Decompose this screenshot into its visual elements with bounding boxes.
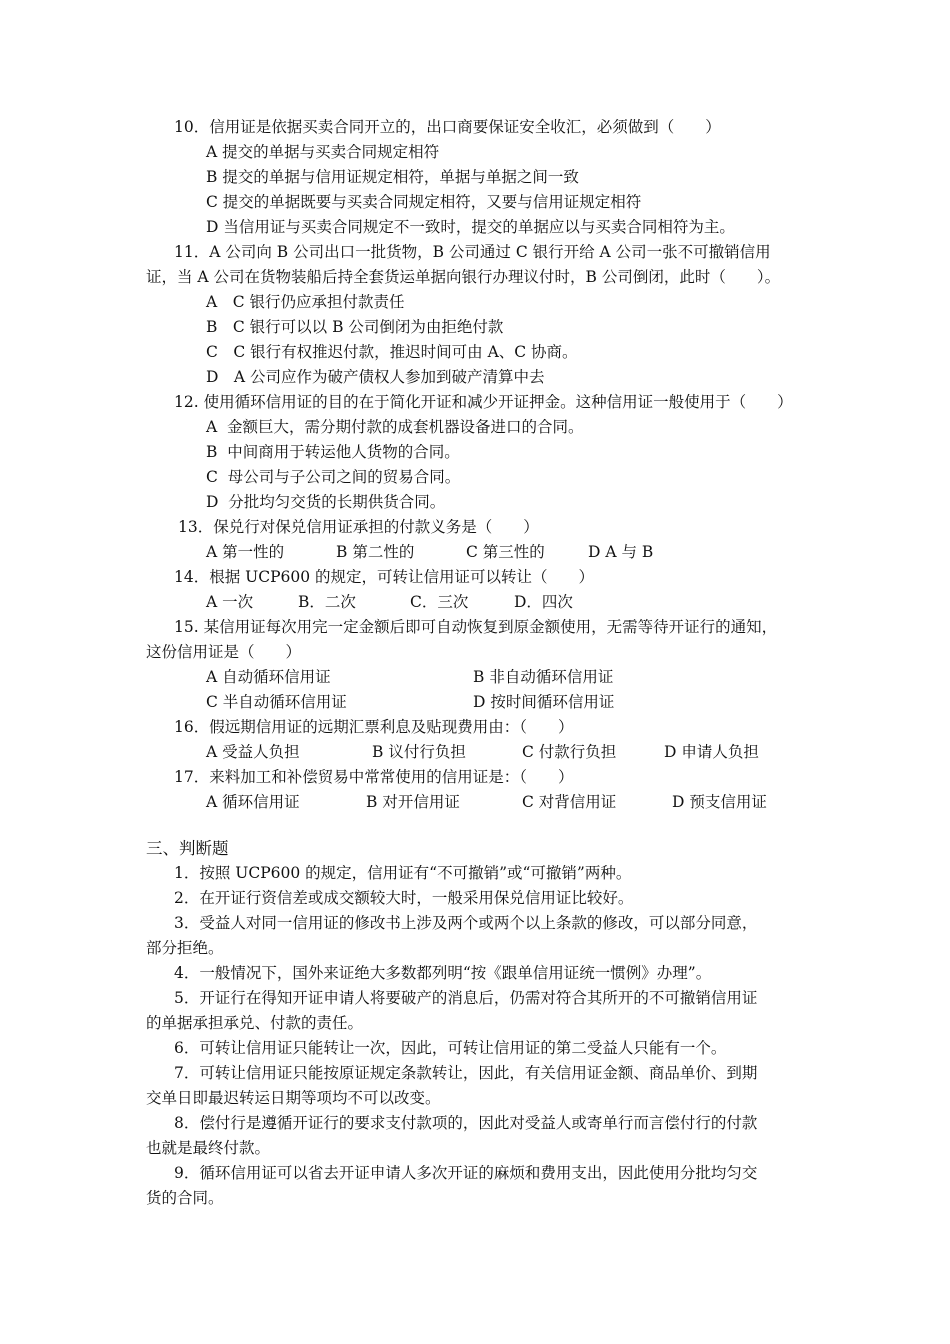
question-11-option-b: B C 银行可以以 B 公司倒闭为由拒绝付款 <box>206 318 504 336</box>
question-17-option-b: B 对开信用证 <box>366 793 460 811</box>
question-13-options <box>206 541 766 563</box>
question-16-option-b: B 议付行负担 <box>372 743 466 761</box>
question-16-stem: 16．假远期信用证的远期汇票利息及贴现费用由：（ ） <box>174 718 574 736</box>
section-heading: 三、判断题 <box>146 839 229 858</box>
question-13-option-b: B 第二性的 <box>336 543 415 561</box>
question-15-stem-line2: 这份信用证是（ ） <box>146 643 302 661</box>
question-11-option-d: D A 公司应作为破产债权人参加到破产清算中去 <box>206 368 545 386</box>
question-13-option-c: C 第三性的 <box>466 543 545 561</box>
judge-item-6: 6．可转让信用证只能转让一次，因此，可转让信用证的第二受益人只能有一个。 <box>174 1039 727 1057</box>
question-17-stem: 17．来料加工和补偿贸易中常常使用的信用证是：（ ） <box>174 768 574 786</box>
judge-item-5-line1: 5．开证行在得知开证申请人将要破产的消息后，仍需对符合其所开的不可撤销信用证 <box>174 989 758 1007</box>
question-16-options <box>206 741 786 763</box>
question-10-option-d: D 当信用证与买卖合同规定不一致时，提交的单据应以与买卖合同相符为主。 <box>206 218 735 236</box>
judge-item-8-line1: 8．偿付行是遵循开证行的要求支付款项的，因此对受益人或寄单行而言偿付行的付款 <box>174 1114 758 1132</box>
question-10-option-c: C 提交的单据既要与买卖合同规定相符，又要与信用证规定相符 <box>206 193 642 211</box>
question-12-option-b: B 中间商用于转运他人货物的合同。 <box>206 443 460 461</box>
question-11-stem-line2: 证，当 A 公司在货物装船后持全套货运单据向银行办理议付时，B 公司倒闭，此时（ ）。 <box>146 268 781 286</box>
question-17-option-d: D 预支信用证 <box>672 793 767 811</box>
question-14-option-d: D．四次 <box>514 593 573 611</box>
judge-item-9-line1: 9．循环信用证可以省去开证申请人多次开证的麻烦和费用支出，因此使用分批均匀交 <box>174 1164 758 1182</box>
question-14-option-c: C．三次 <box>410 593 469 611</box>
judge-item-3-line2: 部分拒绝。 <box>146 939 224 957</box>
question-11-option-c: C C 银行有权推迟付款，推迟时间可由 A、C 协商。 <box>206 343 578 361</box>
question-10-option-b: B 提交的单据与信用证规定相符，单据与单据之间一致 <box>206 168 579 186</box>
question-17-option-c: C 对背信用证 <box>522 793 617 811</box>
judge-item-7-line1: 7．可转让信用证只能按原证规定条款转让，因此，有关信用证金额、商品单价、到期 <box>174 1064 758 1082</box>
judge-item-2: 2．在开证行资信差或成交额较大时，一般采用保兑信用证比较好。 <box>174 889 634 907</box>
question-13-stem: 13．保兑行对保兑信用证承担的付款义务是（ ） <box>178 518 539 536</box>
question-12-stem: 12. 使用循环信用证的目的在于简化开证和减少开证押金。这种信用证一般使用于（ ） <box>174 393 793 411</box>
judge-item-3-line1: 3．受益人对同一信用证的修改书上涉及两个或两个以上条款的修改，可以部分同意， <box>174 914 758 932</box>
question-16-option-d: D 申请人负担 <box>664 743 759 761</box>
question-15-option-c: C 半自动循环信用证 <box>206 693 347 711</box>
judge-item-9-line2: 货的合同。 <box>146 1189 224 1207</box>
question-15-stem-line1: 15. 某信用证每次用完一定金额后即可自动恢复到原金额使用，无需等待开证行的通知， <box>174 618 778 636</box>
judge-item-5-line2: 的单据承担承兑、付款的责任。 <box>146 1014 364 1032</box>
question-13-option-a: A 第一性的 <box>206 543 285 561</box>
question-15-options-row2 <box>206 691 766 713</box>
question-15-option-a: A 自动循环信用证 <box>206 668 331 686</box>
question-16-option-c: C 付款行负担 <box>522 743 617 761</box>
question-10-stem: 10．信用证是依据买卖合同开立的，出口商要保证安全收汇，必须做到（ ） <box>174 118 721 136</box>
judge-item-7-line2: 交单日即最迟转运日期等项均不可以改变。 <box>146 1089 441 1107</box>
question-11-stem-line1: 11．A 公司向 B 公司出口一批货物，B 公司通过 C 银行开给 A 公司一张不可撤销信用 <box>174 243 771 261</box>
question-11-option-a: A C 银行仍应承担付款责任 <box>206 293 405 311</box>
question-10-option-a: A 提交的单据与买卖合同规定相符 <box>206 143 440 161</box>
question-12-option-a: A 金额巨大，需分期付款的成套机器设备进口的合同。 <box>206 418 584 436</box>
question-16-option-a: A 受益人负担 <box>206 743 300 761</box>
question-13-option-d: D A 与 B <box>588 543 654 561</box>
question-15-option-b: B 非自动循环信用证 <box>473 668 614 686</box>
judge-item-4: 4．一般情况下，国外来证绝大多数都列明“按《跟单信用证统一惯例》办理”。 <box>174 964 712 982</box>
question-17-options <box>206 791 786 813</box>
question-17-option-a: A 循环信用证 <box>206 793 300 811</box>
question-12-option-c: C 母公司与子公司之间的贸易合同。 <box>206 468 461 486</box>
question-12-option-d: D 分批均匀交货的长期供货合同。 <box>206 493 446 511</box>
question-14-option-b: B．二次 <box>298 593 356 611</box>
question-14-option-a: A 一次 <box>206 593 254 611</box>
judge-item-1: 1．按照 UCP600 的规定，信用证有“不可撤销”或“可撤销”两种。 <box>174 864 632 882</box>
question-15-option-d: D 按时间循环信用证 <box>473 693 615 711</box>
judge-item-8-line2: 也就是最终付款。 <box>146 1139 271 1157</box>
question-14-options <box>206 591 766 613</box>
question-15-options-row1 <box>206 666 766 688</box>
question-14-stem: 14．根据 UCP600 的规定，可转让信用证可以转让（ ） <box>174 568 595 586</box>
